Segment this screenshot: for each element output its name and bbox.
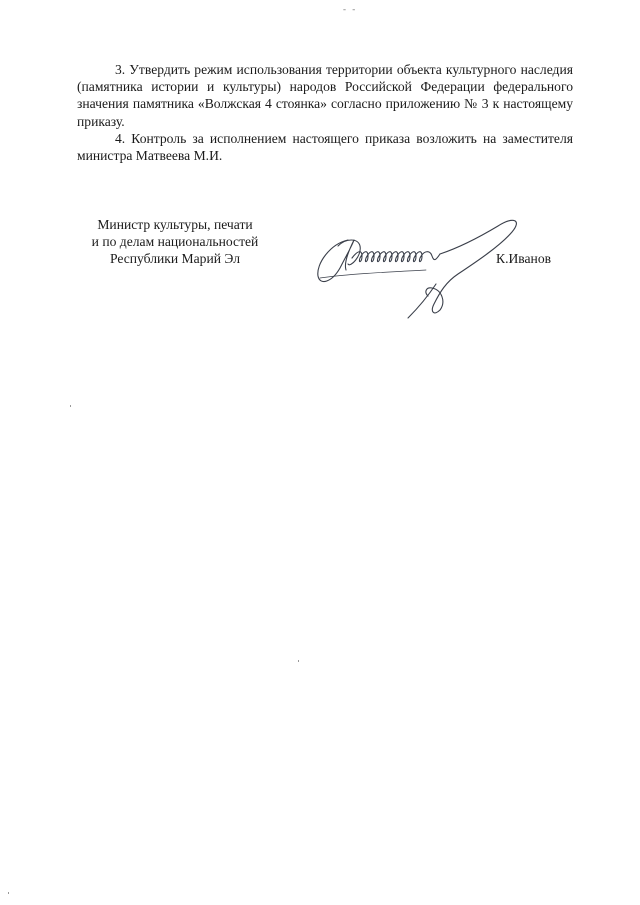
- scan-speck: [298, 660, 299, 662]
- page-mark: - -: [343, 4, 358, 14]
- scan-speck: [8, 892, 9, 894]
- paragraph-4: 4. Контроль за исполнением настоящего приказа возложить на заместителя министра Матвеева М.И.: [77, 130, 573, 164]
- signatory-title-line-1: Министр культуры, печати: [97, 217, 253, 232]
- signatory-title-line-2: и по делам национальностей: [91, 234, 259, 250]
- scan-speck: [70, 405, 71, 407]
- signer-name: К.Иванов: [496, 251, 552, 266]
- order-body: [77, 61, 573, 164]
- paragraph-3: 3. Утвердить режим использования территории объекта культурного наследия (памятника истории и культуры) народов Российской Федерации федерального значения памятника «Волжская 4 стоянка» согласно приложению № 3 к настоящему приказу.: [77, 62, 573, 129]
- signatory-title: [70, 216, 280, 268]
- signatory-title-line-3: Республики Марий Эл: [109, 251, 241, 267]
